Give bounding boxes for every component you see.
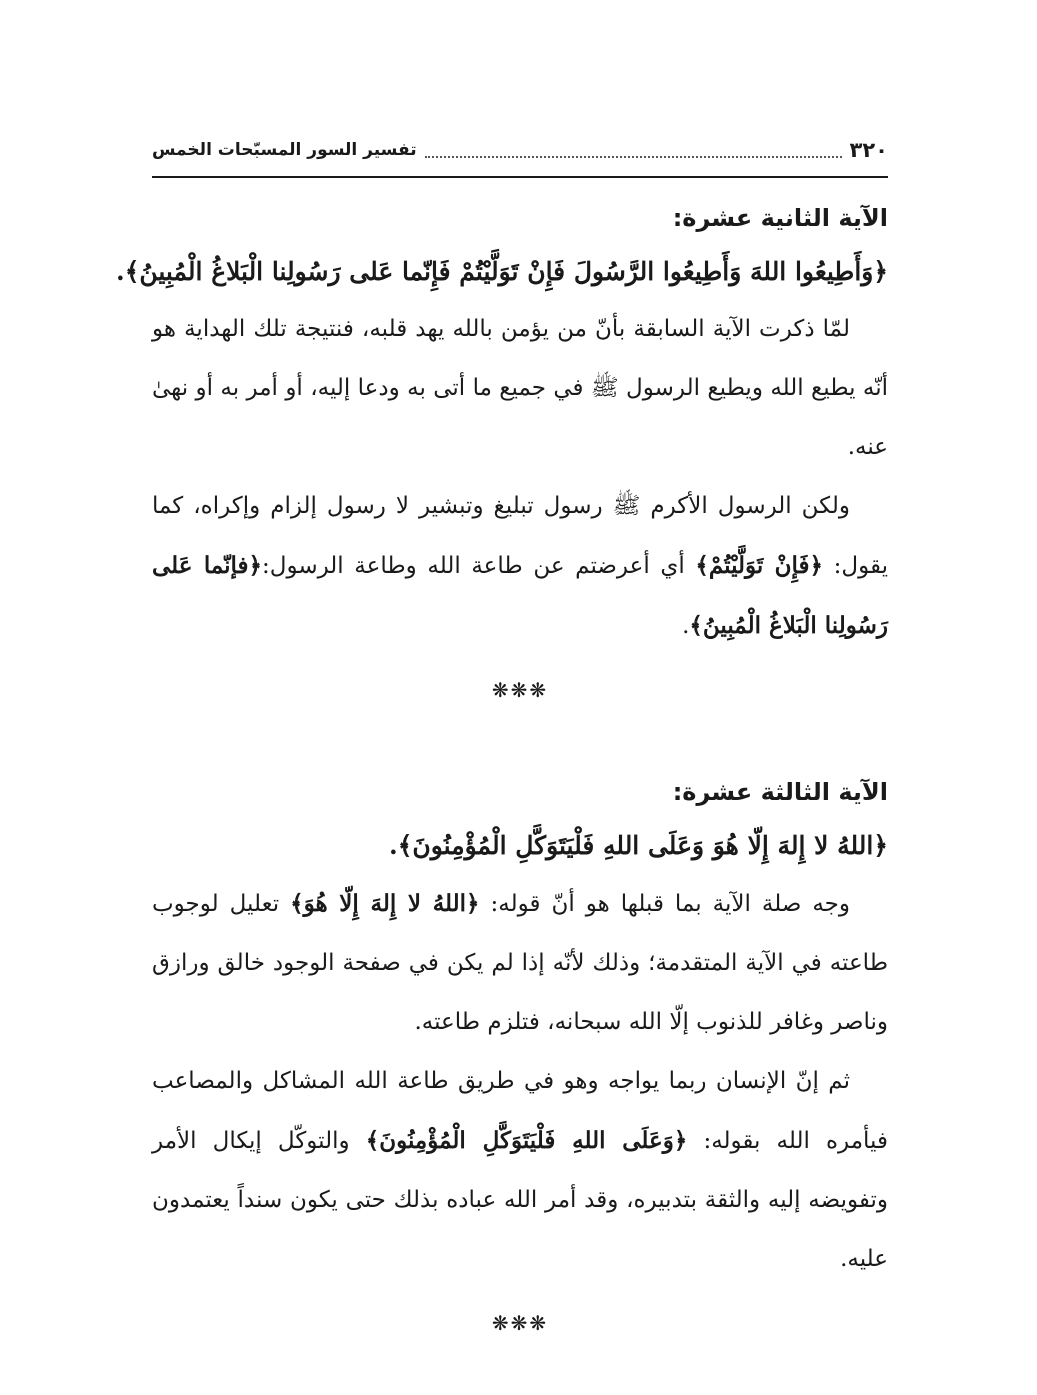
text-run: . [682,613,690,639]
verse-13: ﴿اللهُ لا إِلهَ إِلّا هُوَ وَعَلَى اللهِ فَلْيَتَوَكَّلِ الْمُؤْمِنُونَ﴾. [389,831,888,860]
header-rule [152,176,888,178]
book-title: تفسير السور المسبّحات الخمس [152,140,417,160]
page-number: ٣٢٠ [849,138,888,162]
text-run: والتوكّل إيكال الأمر وتفويضه إليه والثقة بتدبيره، وقد أمر الله عباده بذلك حتى يكون سنداً يعتمدون عليه. [152,1128,888,1272]
section-heading-12: الآية الثانية عشرة: [672,204,888,232]
paragraph-13-2 [152,1052,888,1289]
text-run: وجه صلة الآية بما قبلها هو أنّ قوله: [479,891,850,917]
verse-12: ﴿وَأَطِيعُوا اللهَ وَأَطِيعُوا الرَّسُولَ فَإِنْ تَوَلَّيْتُمْ فَإِنّما عَلى رَسُولِنا الْبَلاغُ الْمُبِينُ﴾. [116,257,888,286]
text-run: ثم إنّ الإنسان ربما يواجه وهو في طريق طاعة الله المشاكل والمصاعب فيأمره الله بقوله: [152,1068,888,1154]
paragraph-13-1 [152,874,888,1052]
quran-quote: ﴿فإنّما عَلى رَسُولِنا الْبَلاغُ الْمُبِينُ﴾ [152,552,888,639]
quran-quote: ﴿فَإِنْ تَوَلَّيْتُمْ﴾ [695,552,823,579]
paragraph-12-2 [152,477,888,656]
separator-stars: ❋❋❋ [491,678,549,702]
text-run: أي أعرضتم عن طاعة الله وطاعة الرسول: [262,553,696,579]
text-run: تعليل لوجوب طاعته في الآية المتقدمة؛ وذلك لأنّه إذا لم يكن في صفحة الوجود خالق ورازق وناصر وغافر للذنوب إلّا الله سبحانه، فتلزم طاعته. [152,891,888,1035]
quran-quote: ﴿اللهُ لا إِلهَ إِلّا هُوَ﴾ [290,890,480,917]
spacer [152,724,888,766]
separator-stars: ❋❋❋ [491,1311,549,1335]
quran-quote: ﴿وَعَلَى اللهِ فَلْيَتَوَكَّلِ الْمُؤْمِنُونَ﴾ [365,1127,688,1154]
page-body [116,192,888,1357]
text-run: ولكن الرسول الأكرم ﷺ رسول تبليغ وتبشير لا رسول إلزام وإكراه، كما يقول: [152,493,888,579]
page-header [152,132,888,168]
section-heading-13: الآية الثالثة عشرة: [672,778,888,806]
paragraph-12-1: لمّا ذكرت الآية السابقة بأنّ من يؤمن بالله يهد قلبه، فنتيجة تلك الهداية هو أنّه يطيع الله ويطيع الرسول ﷺ في جميع ما أتى به ودعا إليه، أو أمر به أو نهىٰ عنه. [152,316,888,460]
dotted-leader [425,142,842,158]
